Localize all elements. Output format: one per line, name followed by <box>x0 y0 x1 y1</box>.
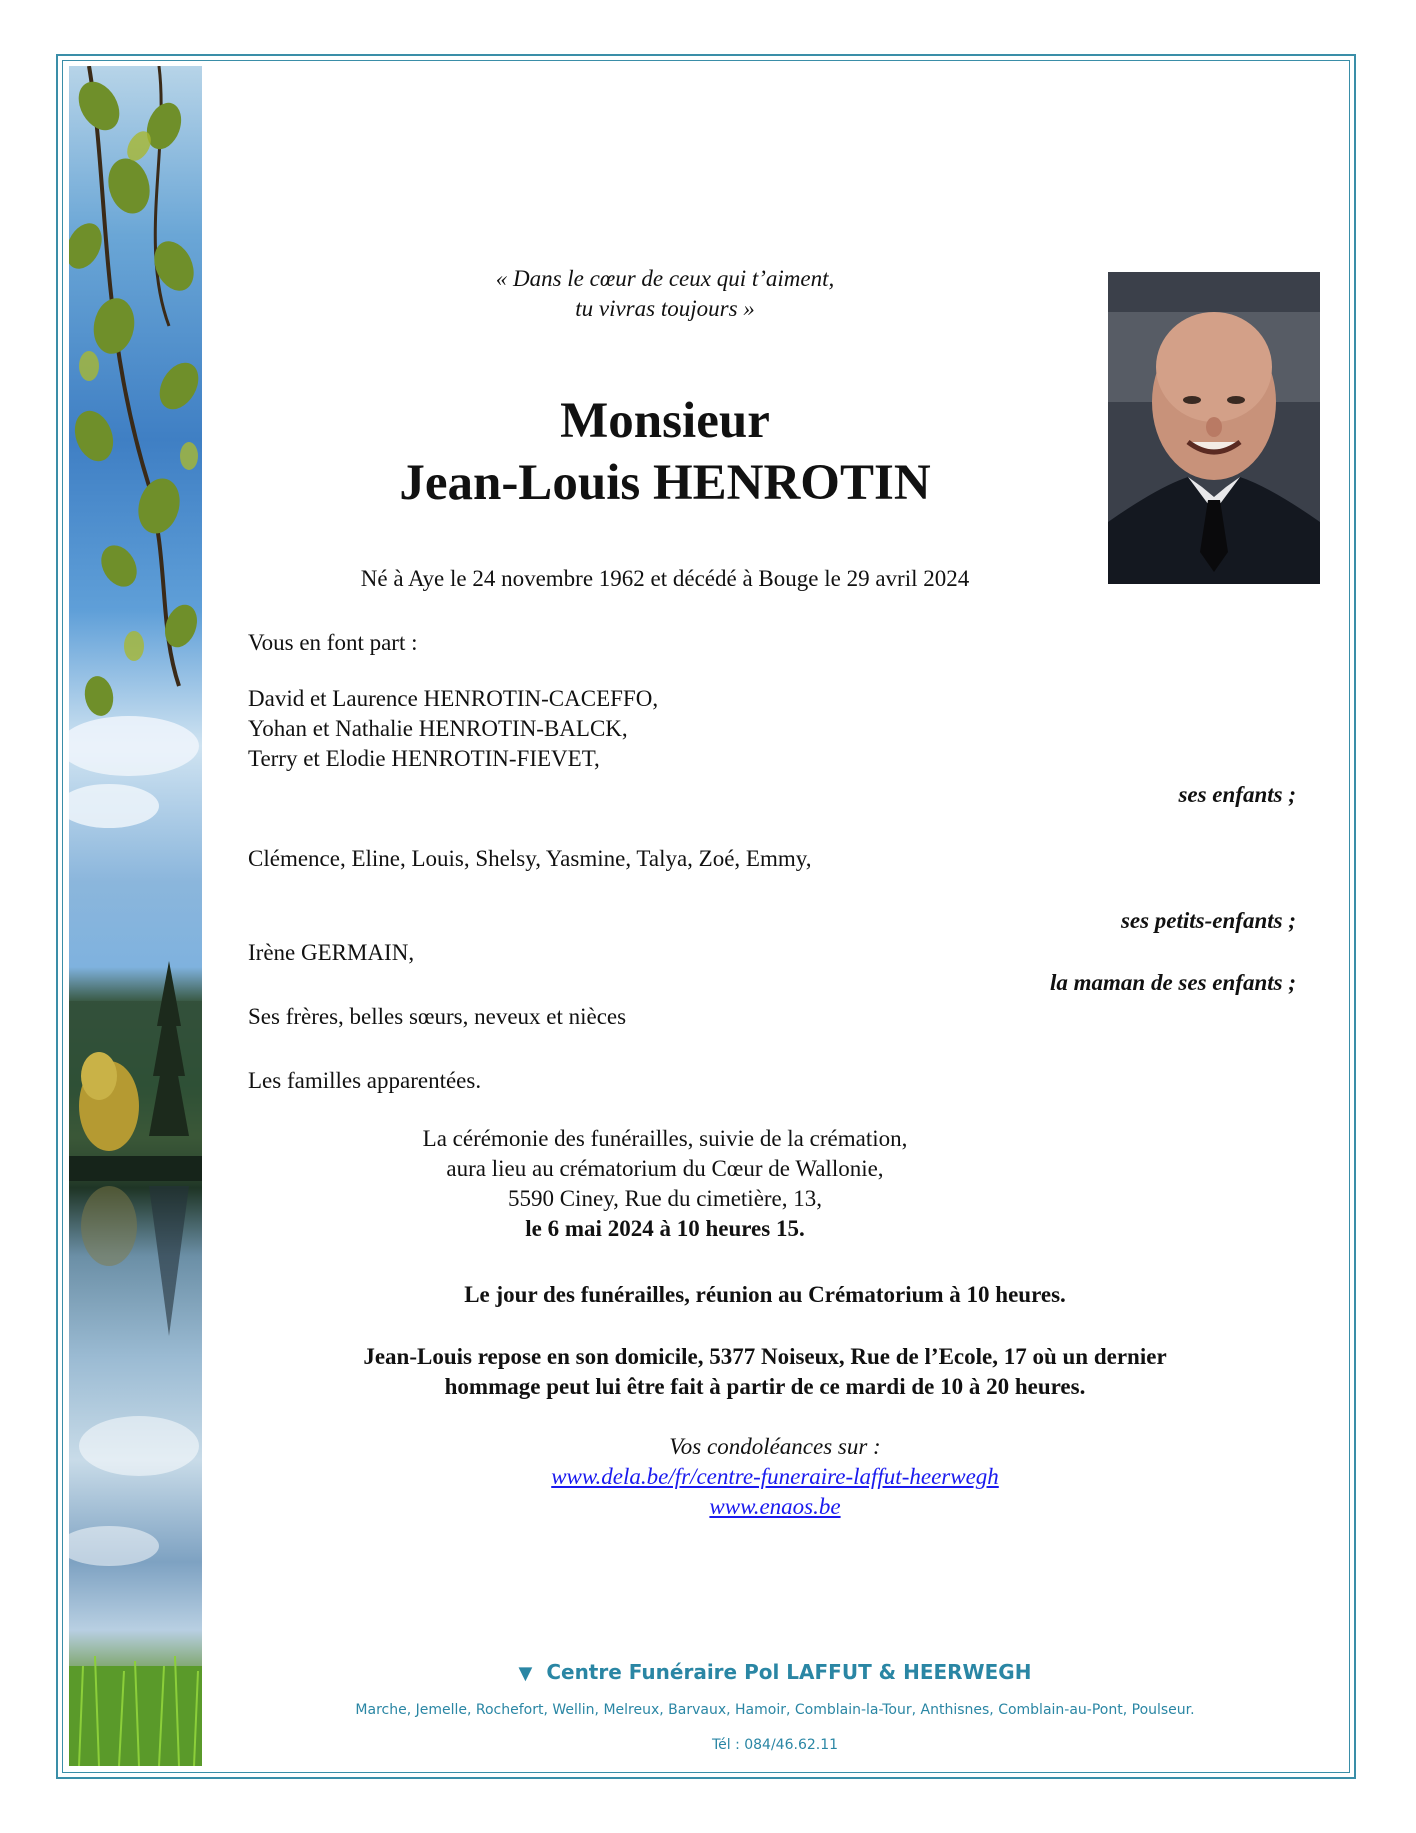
grandchildren-list: Clémence, Eline, Louis, Shelsy, Yasmine, Talya, Zoé, Emmy, <box>248 846 812 871</box>
funeral-home-title: Centre Funéraire Pol LAFFUT & HEERWEGH <box>546 1660 1032 1684</box>
funeral-home-phone: Tél : 084/46.62.11 <box>711 1737 839 1753</box>
children-role: ses enfants ; <box>1178 782 1296 807</box>
birth-death-dates: Né à Aye le 24 novembre 1962 et décédé à Bouge le 29 avril 2024 <box>360 566 970 591</box>
mother-role: la maman de ses enfants ; <box>1050 970 1296 995</box>
child-line-3: Terry et Elodie HENROTIN-FIEVET, <box>248 746 600 771</box>
repose-line-1: Jean-Louis repose en son domicile, 5377 Noiseux, Rue de l’Ecole, 17 où un dernier <box>363 1344 1167 1369</box>
ceremony-line-2: aura lieu au crématorium du Cœur de Wallonie, <box>446 1156 884 1181</box>
siblings-line: Ses frères, belles sœurs, neveux et nièces <box>248 1004 627 1029</box>
ceremony-date: le 6 mai 2024 à 10 heures 15. <box>525 1216 805 1241</box>
repose-block <box>240 1342 1290 1402</box>
condolences-link-dela[interactable]: www.dela.be/fr/centre-funeraire-laffut-heerwegh <box>551 1464 999 1489</box>
condolences-block <box>350 1432 1200 1522</box>
condolences-link-enaos[interactable]: www.enaos.be <box>709 1494 841 1519</box>
nature-image-illustration <box>69 66 202 1766</box>
funeral-home-name <box>200 1660 1350 1684</box>
honorific: Monsieur <box>560 393 770 449</box>
portrait-photo <box>1108 272 1320 584</box>
families-line: Les familles apparentées. <box>248 1068 482 1093</box>
funeral-home-cities: Marche, Jemelle, Rochefort, Wellin, Melreux, Barvaux, Hamoir, Comblain-la-Tour, Anthisnes, Comblain-au-Pont, Poulseur. <box>355 1702 1195 1718</box>
epitaph-line-1: « Dans le cœur de ceux qui t’aiment, <box>495 266 835 291</box>
ceremony-line-1: La cérémonie des funérailles, suivie de la crémation, <box>422 1126 908 1151</box>
condolences-label: Vos condoléances sur : <box>669 1434 881 1459</box>
ceremony-block <box>240 1124 1090 1244</box>
triangle-down-icon: ▼ <box>518 1663 533 1684</box>
child-line-1: David et Laurence HENROTIN-CACEFFO, <box>248 686 659 711</box>
gathering-line: Le jour des funérailles, réunion au Crématorium à 10 heures. <box>464 1282 1066 1307</box>
ceremony-line-3: 5590 Ciney, Rue du cimetière, 13, <box>507 1186 823 1211</box>
epitaph-line-2: tu vivras toujours » <box>575 296 755 321</box>
grandchildren-role: ses petits-enfants ; <box>1120 908 1296 933</box>
repose-line-2: hommage peut lui être fait à partir de ce mardi de 10 à 20 heures. <box>444 1374 1086 1399</box>
announce-label: Vous en font part : <box>248 630 418 655</box>
child-line-2: Yohan et Nathalie HENROTIN-BALCK, <box>248 716 628 741</box>
mother-name: Irène GERMAIN, <box>248 940 415 965</box>
deceased-name: Jean-Louis HENROTIN <box>399 455 931 511</box>
nature-image-strip <box>69 66 202 1766</box>
